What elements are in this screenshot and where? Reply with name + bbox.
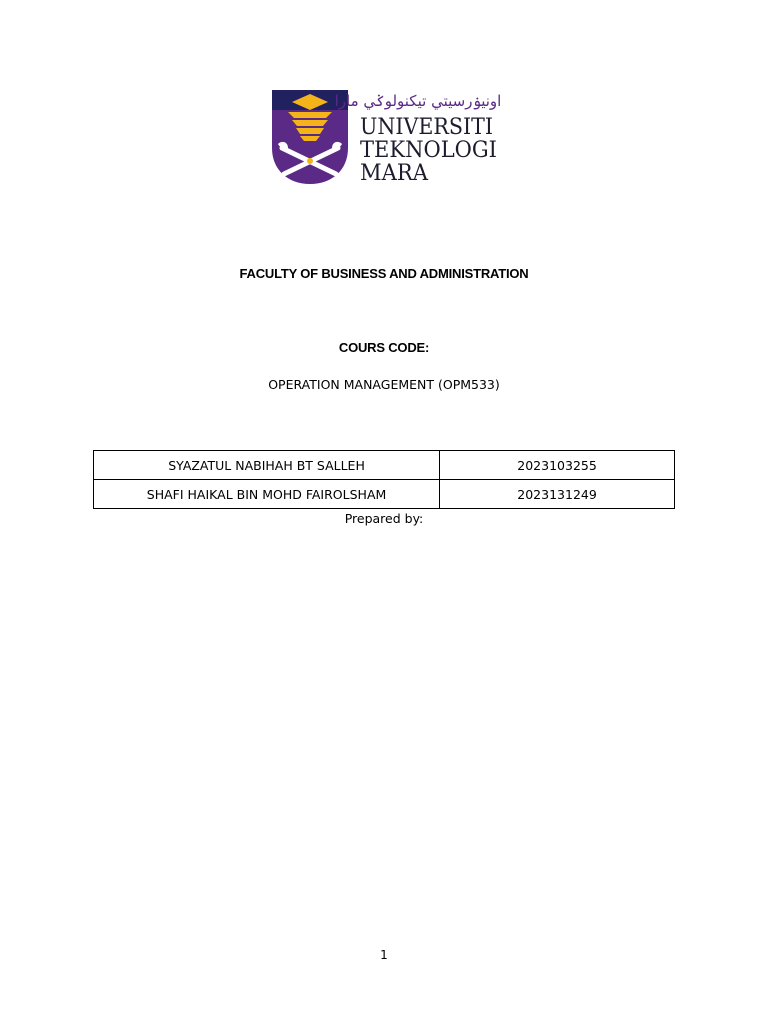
page-number: 1 bbox=[380, 948, 388, 962]
logo-name-line3: MARA bbox=[360, 161, 430, 186]
logo-name-line1: UNIVERSITI bbox=[360, 115, 493, 140]
faculty-title: FACULTY OF BUSINESS AND ADMINISTRATION bbox=[239, 266, 529, 281]
member-id: 2023103255 bbox=[440, 451, 675, 480]
member-id: 2023131249 bbox=[440, 480, 675, 509]
member-name: SYAZATUL NABIHAH BT SALLEH bbox=[94, 451, 440, 480]
course-name: OPERATION MANAGEMENT (OPM533) bbox=[268, 377, 500, 392]
university-logo bbox=[270, 86, 502, 188]
members-table bbox=[93, 450, 675, 509]
table-row bbox=[94, 451, 675, 480]
logo-name-line2: TEKNOLOGI bbox=[360, 138, 497, 163]
member-name: SHAFI HAIKAL BIN MOHD FAIROLSHAM bbox=[94, 480, 440, 509]
prepared-by-label: Prepared by: bbox=[344, 511, 424, 526]
table-row bbox=[94, 480, 675, 509]
course-code-label: COURS CODE: bbox=[338, 340, 430, 355]
jawi-name: اونيۏرسيتي تيكنولوݢي مارا bbox=[334, 92, 502, 110]
